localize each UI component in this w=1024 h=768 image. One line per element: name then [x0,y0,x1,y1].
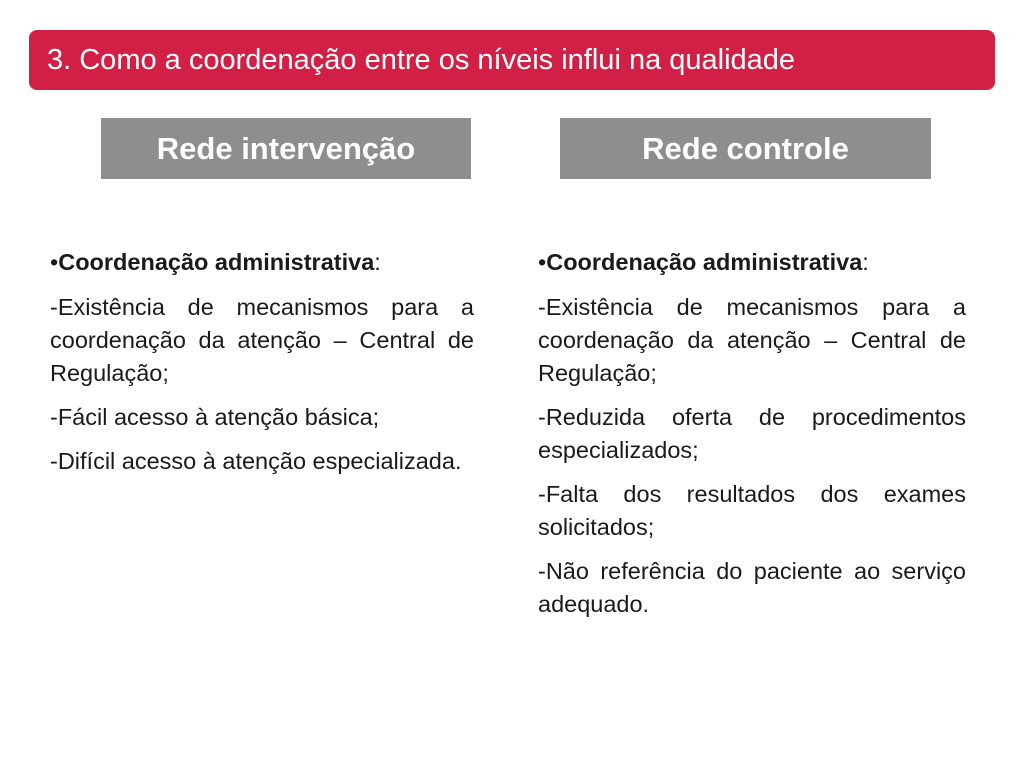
bullet-icon: • [538,249,547,275]
bullet-heading [50,246,474,279]
header-label: Rede intervenção [156,130,416,166]
bullet-colon: : [862,249,869,275]
header-rede-intervencao [101,118,471,179]
bullet-label: Coordenação administrativa [58,249,375,275]
column-rede-controle [538,246,966,632]
header-label: Rede controle [642,130,849,166]
list-item: -Fácil acesso à atenção básica; [50,404,380,430]
list-item: -Existência de mecanismos para a coordenação da atenção – Central de Regulação; [50,294,474,386]
bullet-heading [538,246,966,279]
list-item: -Falta dos resultados dos exames solicitados; [538,481,966,540]
slide-title: 3. Como a coordenação entre os níveis influi na qualidade [47,43,796,76]
bullet-label: Coordenação administrativa [546,249,863,275]
column-rede-intervencao [50,246,474,489]
list-item: -Difícil acesso à atenção especializada. [50,448,462,474]
header-rede-controle [560,118,931,179]
title-bar [29,30,995,90]
list-item: -Existência de mecanismos para a coordenação da atenção – Central de Regulação; [538,294,966,386]
list-item: -Não referência do paciente ao serviço adequado. [538,558,966,617]
list-item: -Reduzida oferta de procedimentos especializados; [538,404,966,463]
bullet-icon: • [50,249,59,275]
bullet-colon: : [374,249,381,275]
